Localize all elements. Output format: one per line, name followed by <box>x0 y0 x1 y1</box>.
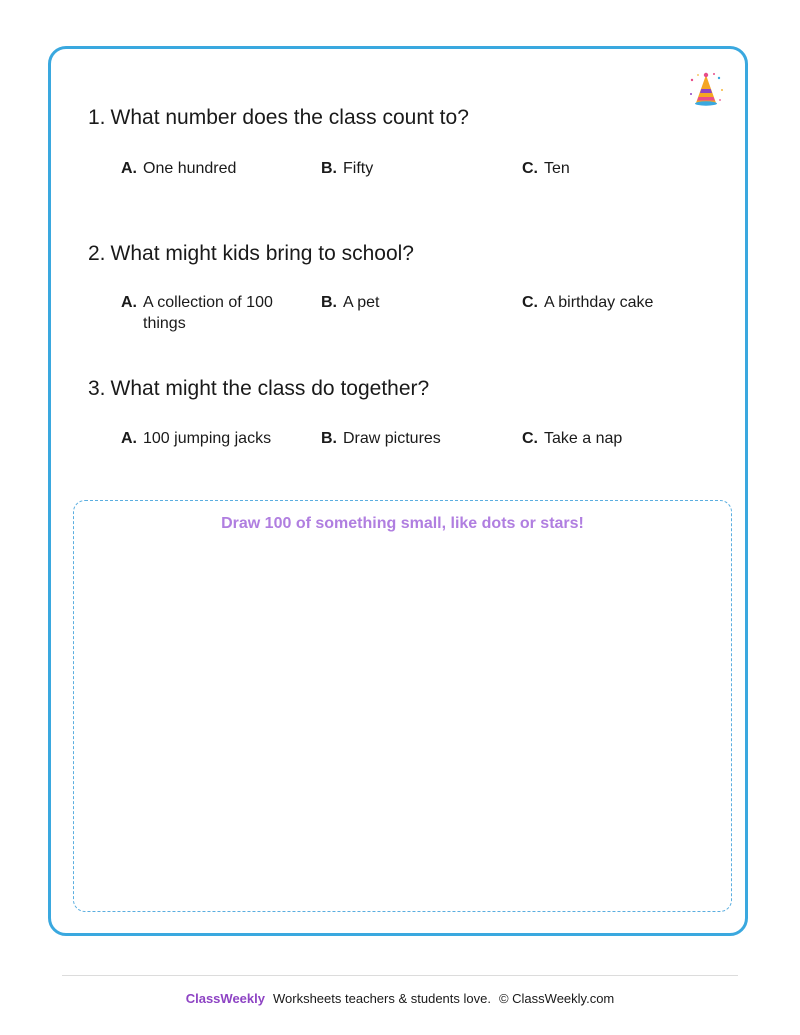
option-letter: B. <box>321 430 337 447</box>
option-text: One hundred <box>143 160 237 177</box>
option-text: Draw pictures <box>343 430 441 447</box>
option-letter: B. <box>321 294 337 311</box>
q3-option-c[interactable] <box>522 428 722 449</box>
q3-option-a[interactable] <box>121 428 296 449</box>
option-letter: C. <box>522 294 538 311</box>
option-text: A birthday cake <box>544 294 654 311</box>
footer-brand: ClassWeekly <box>185 991 265 1006</box>
question-3 <box>88 376 429 402</box>
q2-option-c[interactable] <box>522 292 722 313</box>
question-text: What might kids bring to school? <box>110 242 414 265</box>
question-text: What number does the class count to? <box>110 106 469 129</box>
option-text: Take a nap <box>544 430 623 447</box>
question-number: 3. <box>88 377 106 400</box>
footer-divider <box>62 975 738 976</box>
option-letter: A. <box>121 160 137 177</box>
q3-option-b[interactable] <box>321 428 496 449</box>
question-1 <box>88 105 469 131</box>
question-number: 1. <box>88 106 106 129</box>
option-text: Ten <box>544 160 570 177</box>
q1-option-a[interactable] <box>121 158 296 179</box>
question-text: What might the class do together? <box>110 377 430 400</box>
drawing-prompt: Draw 100 of something small, like dots or stars! <box>221 515 584 532</box>
footer-tagline: Worksheets teachers & students love. <box>272 991 491 1006</box>
option-letter: C. <box>522 430 538 447</box>
question-number: 2. <box>88 242 106 265</box>
option-letter: A. <box>121 294 137 311</box>
option-letter: A. <box>121 430 137 447</box>
option-letter: C. <box>522 160 538 177</box>
option-text: A collection of 100 things <box>143 294 273 332</box>
option-text: A pet <box>343 294 380 311</box>
question-2 <box>88 241 414 267</box>
q1-option-c[interactable] <box>522 158 722 179</box>
option-text: Fifty <box>343 160 374 177</box>
party-hat-icon <box>686 70 726 110</box>
footer-copyright: © ClassWeekly.com <box>498 991 615 1006</box>
q2-option-b[interactable] <box>321 292 496 313</box>
q2-option-a[interactable] <box>121 292 296 334</box>
option-letter: B. <box>321 160 337 177</box>
drawing-area[interactable] <box>73 500 732 912</box>
q1-option-b[interactable] <box>321 158 496 179</box>
option-text: 100 jumping jacks <box>143 430 272 447</box>
footer <box>0 991 800 1006</box>
